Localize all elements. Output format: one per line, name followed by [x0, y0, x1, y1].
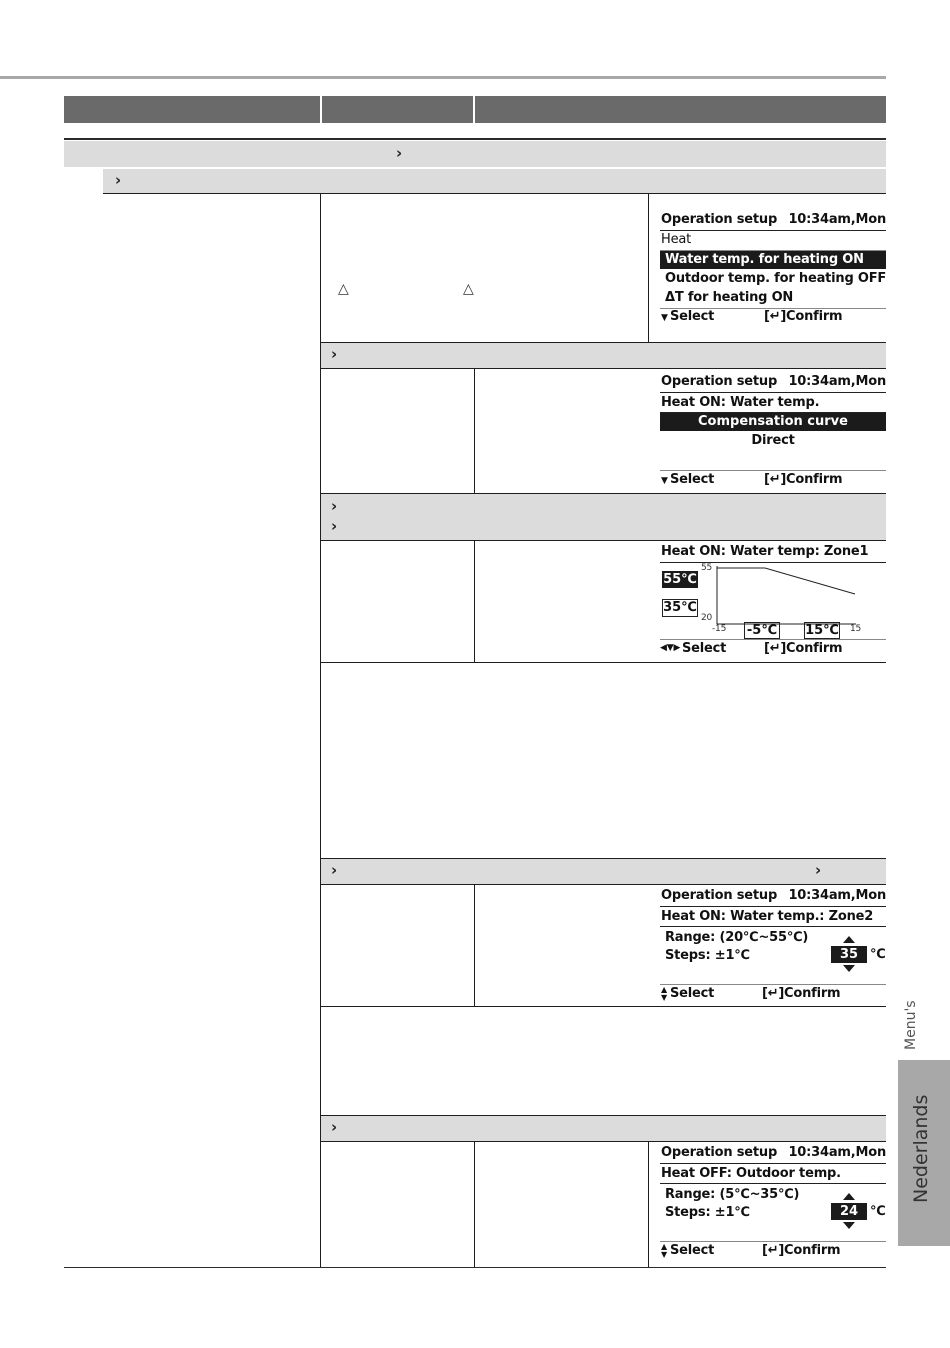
enter-key-icon: [↵] — [764, 472, 787, 487]
lcd-compensation-curve — [660, 542, 886, 660]
chevron-right-icon: › — [815, 861, 822, 879]
x-axis-max: 15 — [850, 624, 862, 634]
down-arrow-icon: ▼ — [661, 313, 668, 323]
footer-confirm: Confirm — [784, 1243, 841, 1258]
option-item[interactable]: Direct — [751, 433, 795, 448]
unit-label: ℃ — [870, 1204, 886, 1219]
footer-select: Select — [670, 986, 715, 1001]
lcd-heat-menu — [660, 210, 886, 330]
language-label: Nederlands — [910, 1094, 932, 1203]
lcd-title: Operation setup — [661, 1145, 778, 1160]
footer-confirm: Confirm — [786, 641, 843, 656]
up-down-arrows-icon: ▲ ▼ — [661, 985, 667, 1002]
path-band-heat-off — [321, 1116, 886, 1141]
path-band-compensation — [321, 494, 886, 540]
menu-item[interactable]: ΔT for heating ON — [665, 290, 794, 305]
lcd-subtitle: Heat — [661, 232, 692, 247]
footer-select: Select — [682, 641, 727, 656]
path-band-water-temp — [321, 343, 886, 368]
enter-key-icon: [↵] — [762, 1243, 785, 1258]
footer-confirm: Confirm — [786, 472, 843, 487]
up-arrow-icon[interactable] — [843, 1193, 855, 1200]
lcd-subtitle: Heat OFF: Outdoor temp. — [661, 1166, 841, 1181]
y-axis-min: 20 — [701, 613, 713, 623]
chevron-right-icon: › — [331, 497, 338, 515]
chevron-right-icon: › — [331, 517, 338, 535]
path-band-zone2 — [321, 859, 886, 884]
lcd-title: Operation setup — [661, 212, 778, 227]
footer-select: Select — [670, 309, 715, 324]
up-arrow-icon[interactable] — [843, 936, 855, 943]
outdoor-high-value[interactable]: 15℃ — [805, 623, 839, 638]
value-stepper[interactable]: 35 — [831, 946, 867, 963]
down-arrow-icon: ▼ — [661, 476, 668, 486]
outdoor-low-value[interactable]: -5℃ — [744, 622, 780, 639]
lcd-title: Heat ON: Water temp: Zone1 — [661, 544, 869, 559]
lcd-subtitle: Heat ON: Water temp.: Zone2 — [661, 909, 874, 924]
section-rule — [64, 138, 886, 140]
left-down-right-arrows-icon: ◀▼▶ — [660, 643, 681, 653]
footer-select: Select — [670, 472, 715, 487]
up-down-arrows-icon: ▲ ▼ — [661, 1242, 667, 1259]
table-header-col2 — [322, 96, 473, 123]
steps-text: Steps: ±1℃ — [665, 1205, 750, 1220]
unit-label: ℃ — [870, 947, 886, 962]
x-axis-min: -15 — [712, 624, 727, 634]
table-bottom-rule — [64, 1267, 886, 1268]
submenu-path-band — [103, 169, 886, 193]
lcd-clock: 10:34am,Mon — [788, 1145, 886, 1160]
footer-confirm: Confirm — [784, 986, 841, 1001]
chevron-right-icon: › — [331, 861, 338, 879]
lcd-title: Operation setup — [661, 888, 778, 903]
chevron-right-icon: › — [396, 144, 403, 162]
lcd-heat-off-outdoor — [660, 1143, 886, 1261]
lcd-clock: 10:34am,Mon — [788, 374, 886, 389]
lcd-clock: 10:34am,Mon — [788, 888, 886, 903]
footer-select: Select — [670, 1243, 715, 1258]
section-side-label: Menu's — [903, 1000, 919, 1050]
low-water-temp-value[interactable]: 35℃ — [663, 600, 697, 615]
lcd-clock: 10:34am,Mon — [788, 212, 886, 227]
delta-triangle-icon: △ — [338, 281, 349, 297]
lcd-subtitle: Heat ON: Water temp. — [661, 395, 820, 410]
table-header-col1 — [64, 96, 320, 123]
compensation-curve-graph — [710, 564, 860, 626]
lcd-title: Operation setup — [661, 374, 778, 389]
table-header-col3 — [475, 96, 886, 123]
down-arrow-icon[interactable] — [843, 1222, 855, 1229]
lcd-water-temp-mode — [660, 372, 886, 490]
range-text: Range: (5℃~35℃) — [665, 1187, 800, 1202]
chevron-right-icon: › — [331, 1118, 338, 1136]
chevron-right-icon: › — [115, 171, 122, 189]
menu-path-band — [64, 141, 886, 167]
down-arrow-icon[interactable] — [843, 965, 855, 972]
value-stepper[interactable]: 24 — [831, 1203, 867, 1220]
lcd-zone2-direct — [660, 886, 886, 1004]
enter-key-icon: [↵] — [764, 641, 787, 656]
enter-key-icon: [↵] — [764, 309, 787, 324]
top-rule — [0, 76, 886, 79]
delta-triangle-icon: △ — [463, 281, 474, 297]
y-axis-max: 55 — [701, 563, 713, 573]
steps-text: Steps: ±1℃ — [665, 948, 750, 963]
enter-key-icon: [↵] — [762, 986, 785, 1001]
chevron-right-icon: › — [331, 345, 338, 363]
menu-item[interactable]: Outdoor temp. for heating OFF — [665, 271, 887, 286]
menu-item-selected[interactable]: Water temp. for heating ON — [660, 251, 886, 269]
option-selected[interactable]: Compensation curve — [660, 413, 886, 431]
footer-confirm: Confirm — [786, 309, 843, 324]
language-tab — [898, 1060, 950, 1246]
high-water-temp-value[interactable]: 55℃ — [663, 572, 697, 587]
range-text: Range: (20℃~55℃) — [665, 930, 809, 945]
